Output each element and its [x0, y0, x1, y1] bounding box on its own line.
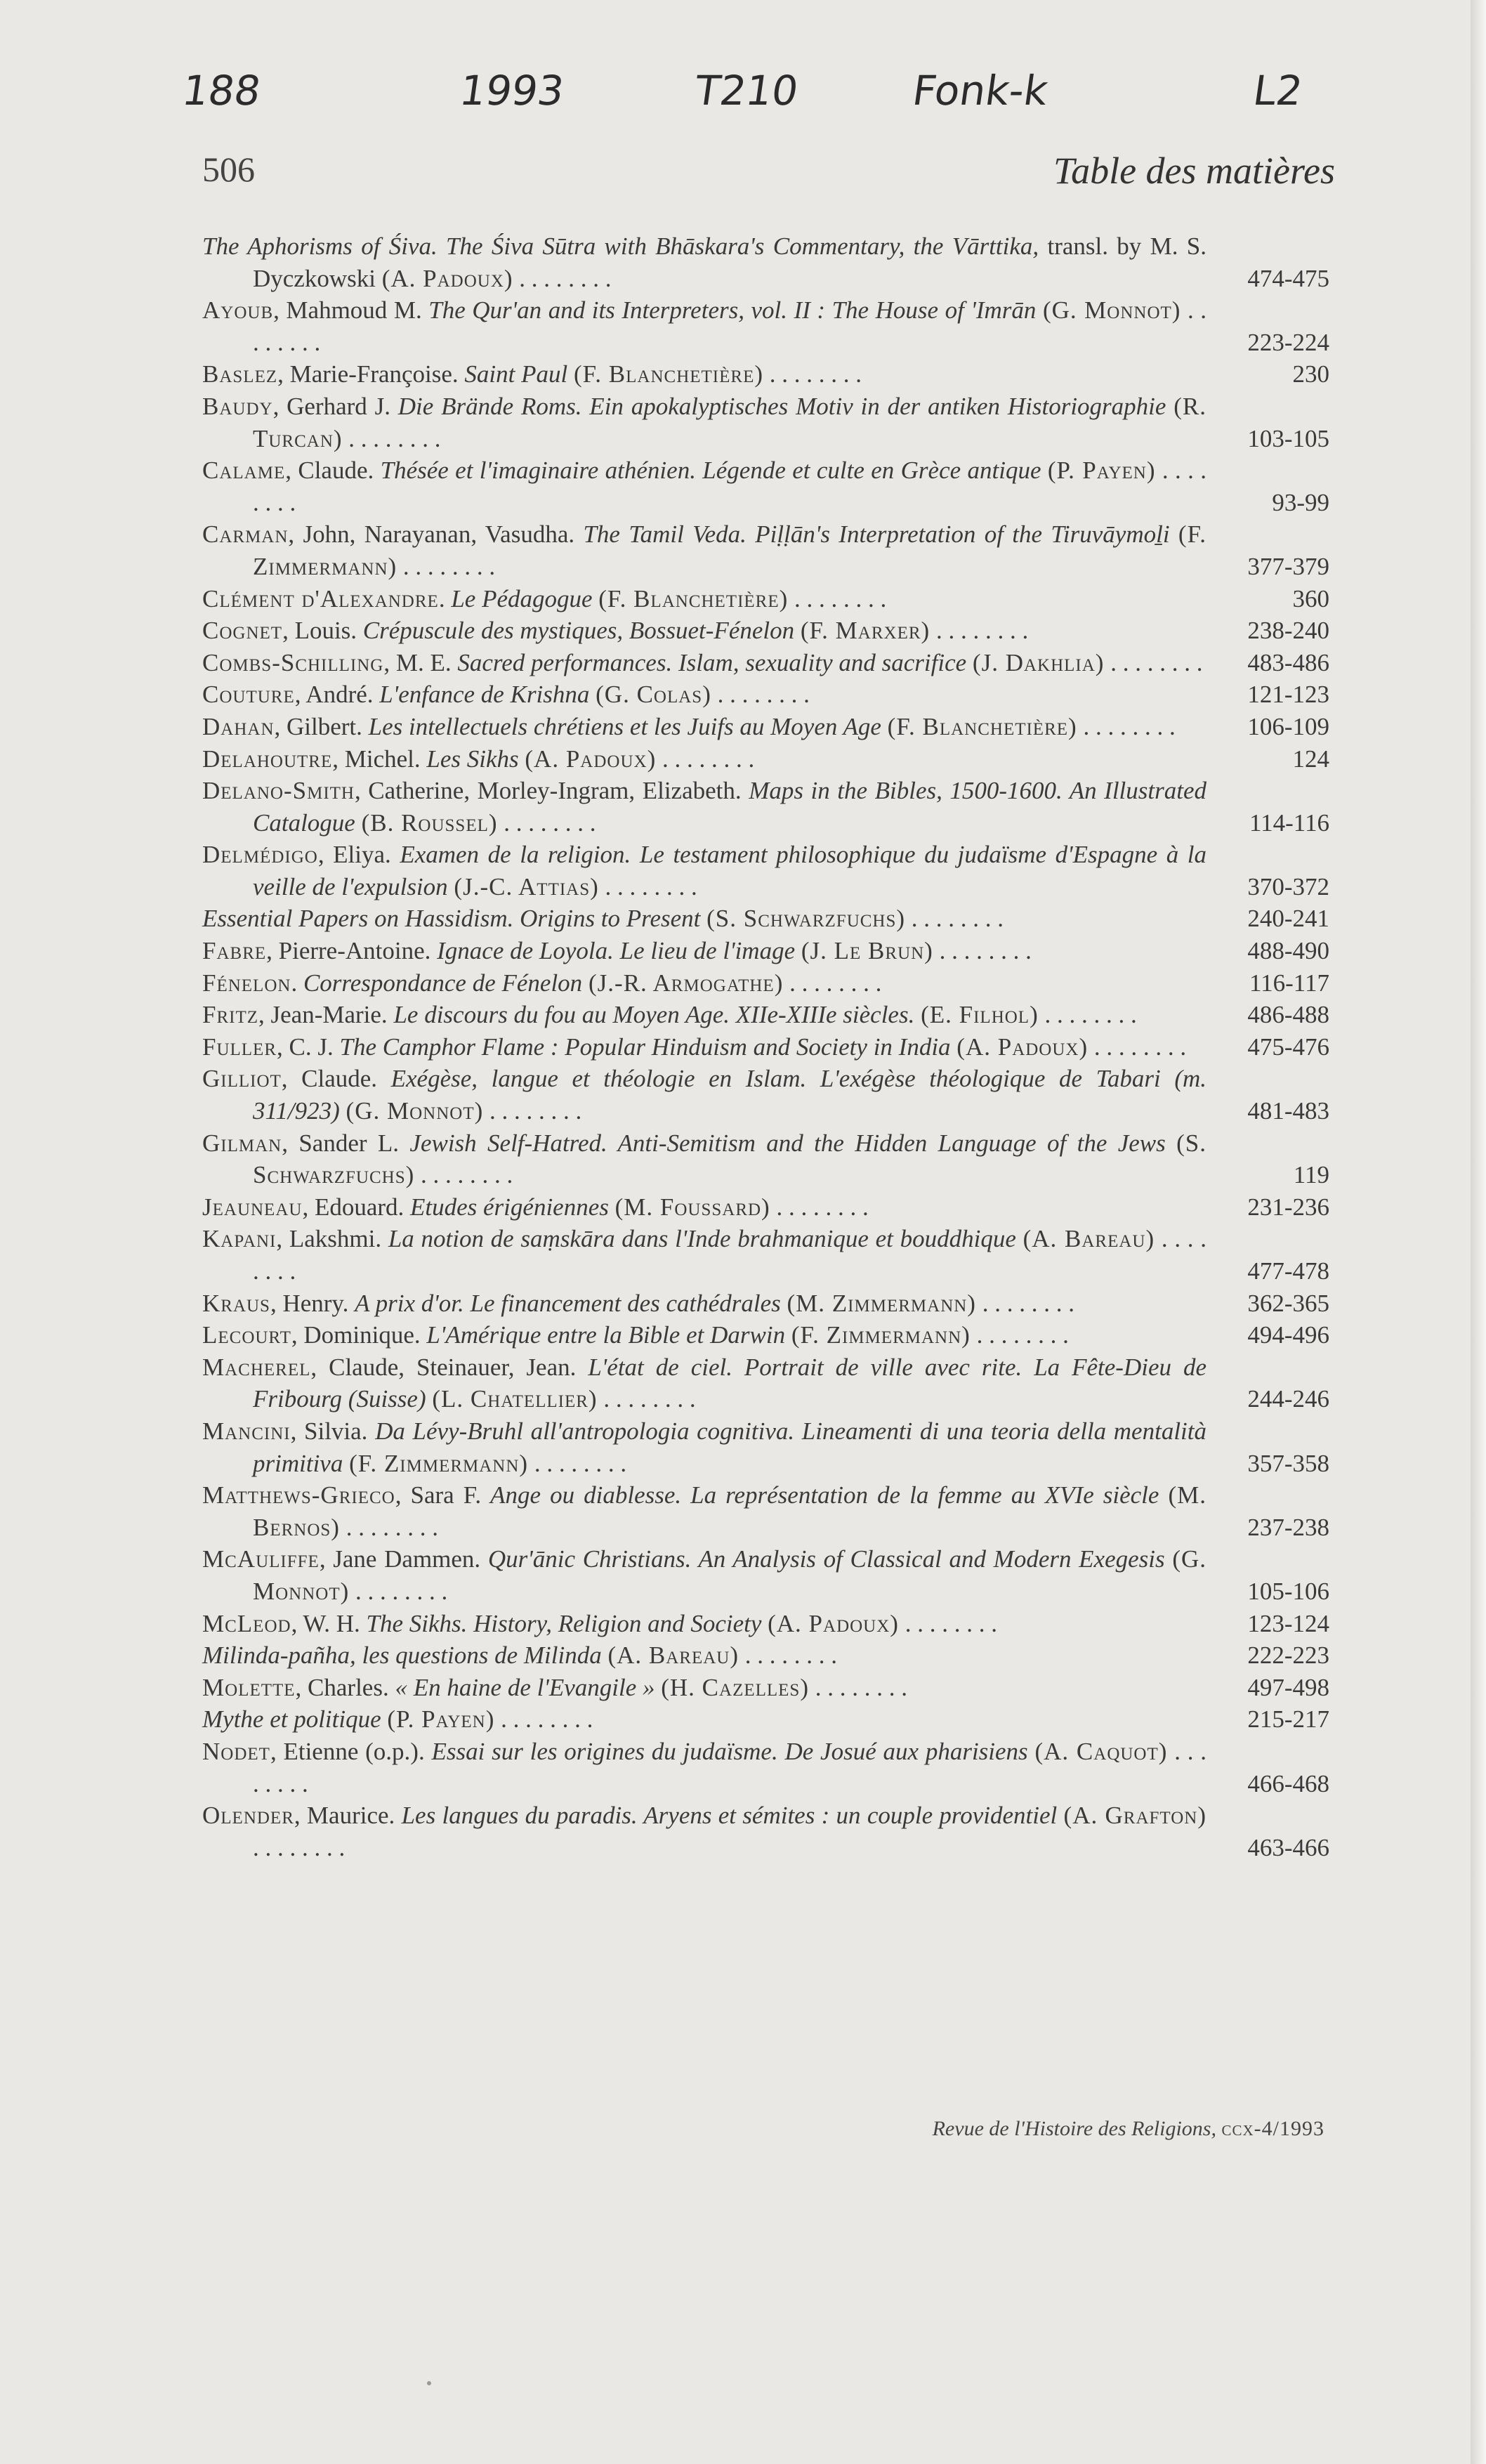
- journal-issue: ccx-4/1993: [1221, 2117, 1324, 2140]
- entry-title: Le discours du fou au Moyen Age. XIIe-XIIIe siècles.: [393, 1001, 915, 1029]
- entry-author-rest: , Claude, Steinauer, Jean.: [310, 1353, 589, 1381]
- entry-pages: 244-246: [1247, 1385, 1329, 1413]
- entry-pages: 475-476: [1247, 1033, 1329, 1061]
- entry-citation: [202, 1351, 1206, 1415]
- entry-author-rest: , Edouard.: [302, 1193, 411, 1221]
- entry-pages: 466-468: [1247, 1769, 1329, 1797]
- entry-title: Jewish Self-Hatred. Anti-Semitism and the Hidden Language of the Jews: [409, 1129, 1166, 1157]
- entry-author: Baudy: [202, 392, 273, 420]
- toc-entry: [202, 999, 1329, 1031]
- entry-citation: [202, 967, 1206, 1000]
- entry-title: The Tamil Veda. Piḷḷān's Interpretation of the Tiruvāymoḻi: [583, 520, 1170, 549]
- entry-citation: [202, 647, 1206, 679]
- entry-pages: 370-372: [1247, 872, 1329, 900]
- entry-citation: [202, 230, 1206, 294]
- entry-citation: [202, 583, 1206, 615]
- entry-author: Clément d'Alexandre: [202, 584, 439, 612]
- entry-author: Gilman: [202, 1129, 282, 1157]
- toc-entry: [202, 358, 1329, 391]
- entry-reviewer: (F. Marxer): [800, 617, 931, 645]
- entry-pages: 362-365: [1247, 1289, 1329, 1317]
- handwritten-annotation: [179, 67, 1334, 144]
- toc-entry: [202, 1287, 1329, 1320]
- dot-leader: . . . . . . . .: [397, 552, 496, 580]
- dot-leader: . . . . . . . .: [739, 1641, 837, 1670]
- handwritten-number: 188: [179, 67, 264, 114]
- toc-entry: [202, 294, 1329, 358]
- entry-author: Fabre: [202, 937, 267, 965]
- toc-entry: [202, 230, 1329, 294]
- entry-author-rest: , Louis.: [282, 617, 363, 645]
- dot-leader: . . . . . . . .: [970, 1321, 1069, 1349]
- entry-title: Milinda-pañha, les questions de Milinda: [202, 1641, 602, 1670]
- entry-citation: [202, 999, 1206, 1031]
- entry-citation: [202, 1543, 1206, 1607]
- entry-title: Essai sur les origines du judaïsme. De Josué aux pharisiens: [431, 1737, 1028, 1765]
- entry-reviewer: (G. Monnot): [346, 1097, 484, 1125]
- entry-title: « En haine de l'Evangile »: [395, 1673, 655, 1701]
- entry-reviewer: (F. Zimmermann): [349, 1449, 529, 1477]
- entry-pages: 497-498: [1247, 1673, 1329, 1701]
- entry-author-rest: , Eliya.: [317, 841, 400, 869]
- entry-author-rest: , Jane Dammen.: [319, 1545, 488, 1573]
- entry-pages: 103-105: [1247, 424, 1329, 452]
- toc-entry: [202, 1063, 1329, 1127]
- entry-author-rest: , M. E.: [383, 648, 458, 676]
- toc-entry: [202, 391, 1329, 454]
- entry-reviewer: (F. Blanchetière): [598, 584, 789, 612]
- entry-pages: 463-466: [1247, 1833, 1329, 1861]
- entry-reviewer: (S. Schwarzfuchs): [253, 1129, 1207, 1189]
- entry-author-rest: , Claude.: [285, 457, 381, 485]
- handwritten-mark: L2: [1250, 67, 1306, 114]
- entry-reviewer: (A. Padoux): [956, 1033, 1089, 1061]
- entry-pages: 230: [1292, 360, 1329, 388]
- entry-pages: 116-117: [1249, 969, 1329, 997]
- entry-citation: [202, 1287, 1206, 1320]
- entry-reviewer: (M. Foussard): [614, 1193, 770, 1221]
- entry-author: Fénelon: [202, 969, 291, 997]
- entry-author-rest: , John, Narayanan, Vasudha.: [288, 520, 584, 549]
- entry-author-rest: , Gilbert.: [274, 712, 369, 740]
- entry-pages: 488-490: [1247, 937, 1329, 965]
- dot-leader: . . . . . . . .: [783, 969, 882, 997]
- dot-leader: . . . . . . . .: [1038, 1001, 1137, 1029]
- entry-title: The Aphorisms of Śiva. The Śiva Sūtra with Bhāskara's Commentary, the Vārttika,: [202, 232, 1039, 260]
- entry-reviewer: (A. Grafton): [1063, 1802, 1207, 1830]
- entry-reviewer: (F. Zimmermann): [791, 1321, 971, 1349]
- entry-author: Dahan: [202, 712, 275, 740]
- toc-entry: [202, 1319, 1329, 1351]
- entry-author: Baslez: [202, 360, 278, 388]
- toc-entry: [202, 1351, 1329, 1415]
- toc-entry: [202, 615, 1329, 647]
- entry-author-rest: , André.: [294, 681, 380, 709]
- entry-author: Jeauneau: [202, 1193, 303, 1221]
- entry-author-rest: , Maurice.: [294, 1802, 402, 1830]
- entry-translator: transl. by M. S. Dyczkowski: [253, 232, 1206, 292]
- entry-reviewer: (A. Caquot): [1034, 1737, 1168, 1765]
- dot-leader: . . . . . . . .: [597, 1385, 696, 1413]
- toc-entry: [202, 1639, 1329, 1672]
- entry-citation: [202, 294, 1206, 358]
- dot-leader: . . . . . . . .: [933, 937, 1032, 965]
- dot-leader: . . . . . . . .: [483, 1097, 582, 1125]
- entry-title: The Sikhs. History, Religion and Society: [366, 1609, 762, 1637]
- toc-entry: [202, 1800, 1329, 1863]
- entry-pages: 223-224: [1247, 328, 1329, 356]
- toc-entry: [202, 1736, 1329, 1800]
- entry-author-rest: , Sander L.: [282, 1129, 410, 1157]
- dot-leader: . . . . . . . .: [656, 745, 755, 773]
- handwritten-code: T210: [692, 67, 801, 114]
- entry-author: Macherel: [202, 1353, 311, 1381]
- dot-leader: . . . . . . . .: [253, 1225, 1207, 1285]
- entry-citation: [202, 1191, 1206, 1224]
- dot-leader: . . . . . . . .: [342, 424, 441, 452]
- entry-reviewer: (B. Roussel): [361, 808, 498, 837]
- entry-title: The Camphor Flame : Popular Hinduism and Society in India: [339, 1033, 951, 1061]
- entry-author: Ayoub: [202, 296, 274, 325]
- toc-entry: [202, 1031, 1329, 1063]
- toc-entry: [202, 839, 1329, 903]
- toc-entry: [202, 1415, 1329, 1479]
- entry-author-rest: , Silvia.: [290, 1417, 376, 1445]
- dot-leader: . . . . . . . .: [528, 1449, 627, 1477]
- entry-title: L'Amérique entre la Bible et Darwin: [426, 1321, 786, 1349]
- entry-citation: [202, 1608, 1206, 1640]
- entry-title: Examen de la religion. Le testament philosophique du judaïsme d'Espagne à la veille de l'expulsion: [253, 841, 1206, 900]
- dot-leader: . . . . . . . .: [253, 296, 1207, 356]
- entry-citation: [202, 1319, 1206, 1351]
- entry-pages: 486-488: [1247, 1001, 1329, 1029]
- entry-pages: 357-358: [1247, 1449, 1329, 1477]
- entry-title: Les Sikhs: [426, 745, 519, 773]
- entry-title: Die Brände Roms. Ein apokalyptisches Motiv in der antiken Historiographie: [397, 392, 1166, 420]
- entry-pages: 237-238: [1247, 1513, 1329, 1541]
- entry-reviewer: (A. Bareau): [1023, 1225, 1155, 1253]
- entry-pages: 360: [1292, 584, 1329, 612]
- dot-leader: . . . . . . . .: [1077, 712, 1176, 740]
- journal-footer: [933, 2117, 1324, 2141]
- entry-pages: 93-99: [1272, 488, 1329, 516]
- entry-author: Delmédigo: [202, 841, 318, 869]
- entry-reviewer: (J.-C. Attias): [454, 872, 599, 900]
- entry-pages: 494-496: [1247, 1321, 1329, 1349]
- toc-entry: [202, 454, 1329, 518]
- entry-title: Saint Paul: [464, 360, 568, 388]
- entry-citation: [202, 839, 1206, 903]
- entry-pages: 222-223: [1247, 1641, 1329, 1670]
- entry-author-rest: , Catherine, Morley-Ingram, Elizabeth.: [354, 777, 749, 805]
- dot-leader: . . . . . . . .: [253, 457, 1206, 516]
- entry-author: Cognet: [202, 617, 283, 645]
- entry-citation: [202, 775, 1206, 839]
- entry-author: Delahoutre: [202, 745, 333, 773]
- table-of-contents: [202, 230, 1329, 1863]
- entry-author-rest: .: [438, 584, 452, 612]
- dot-leader: . . . . . . . .: [930, 617, 1029, 645]
- entry-citation: [202, 518, 1206, 582]
- entry-citation: [202, 358, 1206, 391]
- dot-leader: . . . . . . . .: [808, 1673, 907, 1701]
- entry-citation: [202, 1703, 1206, 1736]
- entry-citation: [202, 1479, 1206, 1543]
- entry-pages: 215-217: [1247, 1705, 1329, 1734]
- entry-author: Fuller: [202, 1033, 277, 1061]
- entry-pages: 231-236: [1247, 1193, 1329, 1221]
- toc-entry: [202, 1223, 1329, 1287]
- entry-citation: [202, 615, 1206, 647]
- entry-reviewer: (J. Le Brun): [801, 937, 933, 965]
- entry-citation: [202, 1127, 1206, 1191]
- entry-citation: [202, 935, 1206, 967]
- dot-leader: . . . . . . . .: [339, 1513, 438, 1541]
- entry-citation: [202, 1223, 1206, 1287]
- entry-author: Matthews-Grieco: [202, 1481, 395, 1509]
- entry-author: Calame: [202, 457, 286, 485]
- entry-author: Combs-Schilling: [202, 648, 384, 676]
- entry-title: Les langues du paradis. Aryens et sémites : un couple providentiel: [401, 1802, 1058, 1830]
- entry-author-rest: , Dominique.: [291, 1321, 427, 1349]
- entry-citation: [202, 711, 1206, 743]
- entry-reviewer: (A. Padoux): [525, 745, 657, 773]
- dot-leader: . . . . . . . .: [494, 1705, 593, 1734]
- toc-entry: [202, 647, 1329, 679]
- entry-reviewer: (F. Blanchetière): [573, 360, 763, 388]
- entry-author-rest: .: [291, 969, 303, 997]
- entry-author-rest: , Etienne (o.p.).: [270, 1737, 432, 1765]
- entry-reviewer: (G. Monnot): [253, 1545, 1206, 1605]
- entry-title: Le Pédagogue: [451, 584, 593, 612]
- entry-reviewer: (A. Bareau): [607, 1641, 739, 1670]
- entry-pages: 121-123: [1247, 681, 1329, 709]
- entry-citation: [202, 1063, 1206, 1127]
- toc-entry: [202, 711, 1329, 743]
- entry-title: Correspondance de Fénelon: [303, 969, 583, 997]
- entry-citation: [202, 1415, 1206, 1479]
- entry-title: Crépuscule des mystiques, Bossuet-Fénelon: [362, 617, 795, 645]
- entry-reviewer: (L. Chatellier): [432, 1385, 598, 1413]
- entry-author-rest: , Claude.: [281, 1065, 391, 1093]
- entry-title: L'enfance de Krishna: [379, 681, 590, 709]
- entry-title: The Qur'an and its Interpreters, vol. II : The House of 'Imrān: [428, 296, 1037, 325]
- entry-author: Couture: [202, 681, 295, 709]
- entry-reviewer: (M. Bernos): [253, 1481, 1207, 1541]
- entry-reviewer: (J. Dakhlia): [972, 648, 1105, 676]
- dot-leader: . . . . . . . .: [497, 808, 596, 837]
- dot-leader: . . . . . . . .: [763, 360, 862, 388]
- entry-author: McAuliffe: [202, 1545, 320, 1573]
- entry-reviewer: (H. Cazelles): [661, 1673, 809, 1701]
- entry-reviewer: (S. Schwarzfuchs): [706, 905, 906, 933]
- dot-leader: . . . . . . . .: [598, 872, 697, 900]
- entry-reviewer: (J.-R. Armogathe): [588, 969, 784, 997]
- toc-entry: [202, 967, 1329, 1000]
- entry-pages: 124: [1292, 745, 1329, 773]
- dot-leader: . . . . . . . .: [1104, 648, 1203, 676]
- toc-entry: [202, 518, 1329, 582]
- entry-citation: [202, 1672, 1206, 1704]
- entry-pages: 240-241: [1247, 905, 1329, 933]
- paper-speck: [427, 2381, 431, 2385]
- page-edge: [1471, 0, 1486, 2464]
- entry-pages: 123-124: [1247, 1609, 1329, 1637]
- toc-entry: [202, 1608, 1329, 1640]
- dot-leader: . . . . . . . .: [770, 1193, 869, 1221]
- entry-reviewer: (G. Monnot): [1042, 296, 1181, 325]
- dot-leader: . . . . . . . .: [898, 1609, 997, 1637]
- toc-entry: [202, 935, 1329, 967]
- entry-title: Ange ou diablesse. La représentation de la femme au XVIe siècle: [490, 1481, 1159, 1509]
- dot-leader: . . . . . . . .: [788, 584, 887, 612]
- entry-title: Ignace de Loyola. Le lieu de l'image: [437, 937, 796, 965]
- entry-author-rest: , Jean-Marie.: [258, 1001, 394, 1029]
- toc-entry: [202, 1703, 1329, 1736]
- entry-citation: [202, 743, 1206, 775]
- entry-pages: 474-475: [1247, 264, 1329, 292]
- entry-reviewer: (P. Payen): [1047, 457, 1156, 485]
- entry-pages: 114-116: [1249, 808, 1329, 837]
- handwritten-year: 1993: [456, 67, 567, 114]
- entry-author: McLeod: [202, 1609, 291, 1637]
- entry-pages: 477-478: [1247, 1257, 1329, 1285]
- entry-author: Fritz: [202, 1001, 259, 1029]
- entry-title: Exégèse, langue et théologie en Islam. L'exégèse théologique de Tabari (m. 311/923): [253, 1065, 1207, 1125]
- entry-citation: [202, 679, 1206, 711]
- toc-entry: [202, 1672, 1329, 1704]
- running-title: Table des matières: [1053, 150, 1335, 192]
- toc-entry: [202, 1479, 1329, 1543]
- entry-reviewer: (G. Colas): [596, 681, 711, 709]
- entry-title: Mythe et politique: [202, 1705, 381, 1734]
- entry-author: Molette: [202, 1673, 296, 1701]
- entry-reviewer: (P. Payen): [387, 1705, 495, 1734]
- entry-pages: 105-106: [1247, 1577, 1329, 1605]
- entry-title: Etudes érigéniennes: [410, 1193, 609, 1221]
- dot-leader: . . . . . . . .: [1088, 1033, 1187, 1061]
- entry-author-rest: , Marie-Françoise.: [277, 360, 465, 388]
- entry-author: Carman: [202, 520, 289, 549]
- toc-entry: [202, 679, 1329, 711]
- entry-author-rest: , C. J.: [277, 1033, 340, 1061]
- entry-author: Delano-Smith: [202, 777, 355, 805]
- entry-pages: 377-379: [1247, 552, 1329, 580]
- entry-author: Kapani: [202, 1225, 277, 1253]
- dot-leader: . . . . . . . .: [711, 681, 810, 709]
- entry-reviewer: (A. Padoux): [768, 1609, 899, 1637]
- dot-leader: . . . . . . . .: [975, 1289, 1074, 1317]
- entry-author-rest: , W. H.: [291, 1609, 367, 1637]
- entry-title: Sacred performances. Islam, sexuality and sacrifice: [457, 648, 967, 676]
- entry-citation: [202, 1031, 1206, 1063]
- toc-entry: [202, 1191, 1329, 1224]
- handwritten-note: Fonk-k: [909, 67, 1051, 114]
- entry-title: L'état de ciel. Portrait de ville avec rite. La Fête-Dieu de Fribourg (Suisse): [253, 1353, 1206, 1413]
- toc-entry: [202, 903, 1329, 935]
- entry-author-rest: , Gerhard J.: [272, 392, 398, 420]
- toc-entry: [202, 743, 1329, 775]
- dot-leader: . . . . . . . .: [253, 1833, 346, 1861]
- entry-reviewer: (E. Filhol): [921, 1001, 1039, 1029]
- entry-author-rest: , Henry.: [270, 1289, 355, 1317]
- entry-title: Qur'ānic Christians. An Analysis of Classical and Modern Exegesis: [487, 1545, 1165, 1573]
- entry-author-rest: , Pierre-Antoine.: [266, 937, 438, 965]
- entry-title: Da Lévy-Bruhl all'antropologia cognitiva. Lineamenti di una teoria della mentalità primitiva: [253, 1417, 1206, 1477]
- entry-author: Kraus: [202, 1289, 270, 1317]
- entry-pages: 481-483: [1247, 1097, 1329, 1125]
- entry-citation: [202, 391, 1206, 454]
- entry-author: Olender: [202, 1802, 294, 1830]
- entry-pages: 238-240: [1247, 617, 1329, 645]
- entry-citation: [202, 1639, 1206, 1672]
- entry-reviewer: (F. Zimmermann): [253, 520, 1206, 580]
- toc-entry: [202, 1543, 1329, 1607]
- entry-title: Les intellectuels chrétiens et les Juifs au Moyen Age: [368, 712, 881, 740]
- entry-reviewer: (A. Padoux): [381, 264, 513, 292]
- entry-pages: 106-109: [1247, 712, 1329, 740]
- entry-pages: 119: [1293, 1161, 1329, 1189]
- dot-leader: . . . . . . . .: [253, 1737, 1207, 1797]
- toc-entry: [202, 583, 1329, 615]
- journal-name: Revue de l'Histoire des Religions,: [932, 2117, 1216, 2140]
- entry-reviewer: (M. Zimmermann): [787, 1289, 976, 1317]
- entry-citation: [202, 903, 1206, 935]
- entry-title: A prix d'or. Le financement des cathédrales: [355, 1289, 781, 1317]
- entry-author-rest: , Charles.: [295, 1673, 395, 1701]
- entry-title: Thésée et l'imaginaire athénien. Légende et culte en Grèce antique: [380, 457, 1041, 485]
- entry-author-rest: , Sara F.: [395, 1481, 491, 1509]
- entry-author: Nodet: [202, 1737, 270, 1765]
- entry-author: Mancini: [202, 1417, 291, 1445]
- entry-pages: 483-486: [1247, 648, 1329, 676]
- entry-title: Essential Papers on Hassidism. Origins to Present: [202, 905, 701, 933]
- dot-leader: . . . . . . . .: [513, 264, 612, 292]
- entry-citation: [202, 1736, 1206, 1800]
- entry-author: Gilliot: [202, 1065, 282, 1093]
- entry-reviewer: (R. Turcan): [253, 392, 1207, 452]
- page-number: 506: [202, 150, 255, 189]
- toc-entry: [202, 1127, 1329, 1191]
- entry-citation: [202, 454, 1206, 518]
- entry-title: La notion de saṃskāra dans l'Inde brahmanique et bouddhique: [388, 1225, 1016, 1253]
- entry-author: Lecourt: [202, 1321, 291, 1349]
- entry-title: Maps in the Bibles, 1500-1600. An Illustrated Catalogue: [253, 777, 1206, 837]
- dot-leader: . . . . . . . .: [414, 1161, 513, 1189]
- entry-author-rest: , Michel.: [332, 745, 427, 773]
- dot-leader: . . . . . . . .: [349, 1577, 448, 1605]
- dot-leader: . . . . . . . .: [905, 905, 1004, 933]
- entry-author-rest: , Mahmoud M.: [273, 296, 429, 325]
- toc-entry: [202, 775, 1329, 839]
- entry-reviewer: (F. Blanchetière): [887, 712, 1077, 740]
- entry-author-rest: , Lakshmi.: [276, 1225, 388, 1253]
- entry-citation: [202, 1800, 1206, 1863]
